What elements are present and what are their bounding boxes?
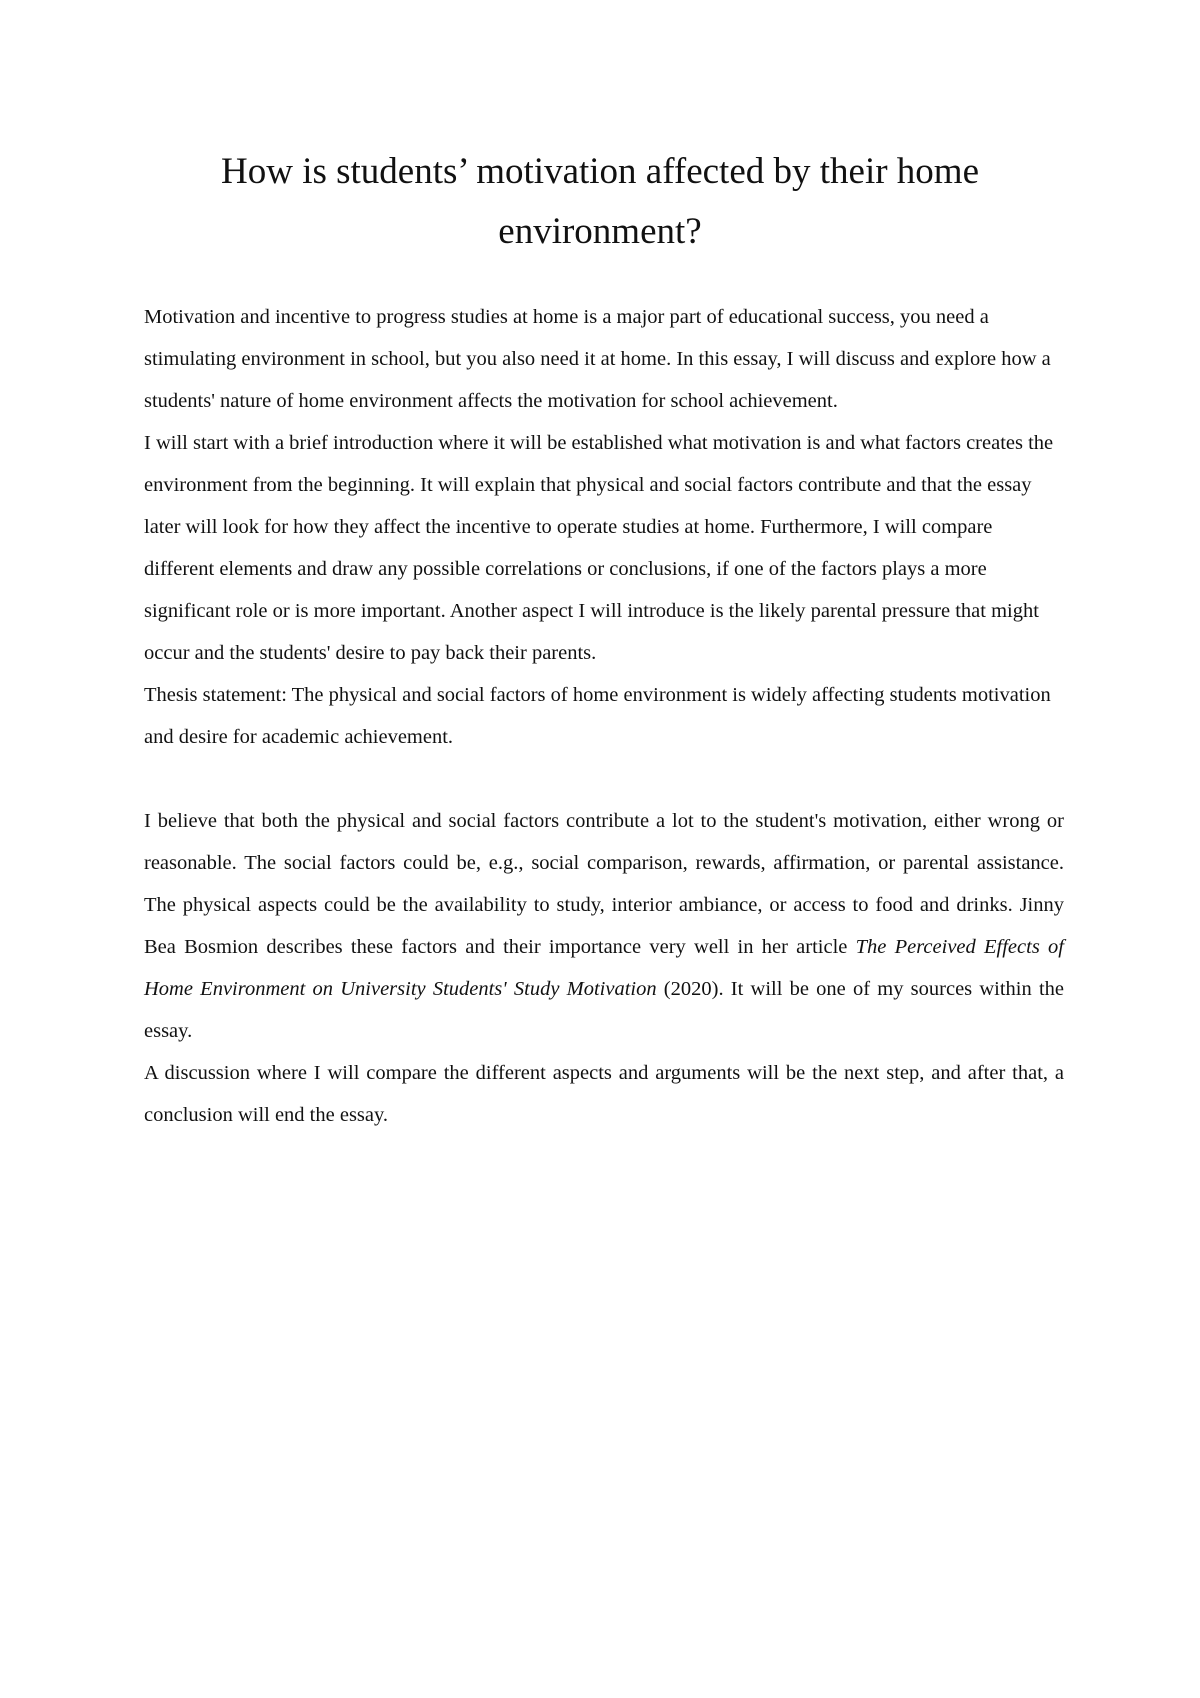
intro-paragraph-1: Motivation and incentive to progress studies at home is a major part of educational success, you need a stimulating environment in school, but you also need it at home. In this essay, I will discuss and explore how a students' nature of home environment affects the motivation for school achievement. <box>144 306 1051 412</box>
body-paragraph-1-citation: (2020). It will be one of my sources within the essay. <box>144 978 1065 1042</box>
document-body <box>144 296 1064 1136</box>
intro-paragraph-2: I will start with a brief introduction where it will be established what motivation is and what factors creates the environment from the beginning. It will explain that physical and social factors contribute and that the essay later will look for how they affect the incentive to operate studies at home. Furthermore, I will compare different elements and draw any possible correlations or conclusions, if one of the factors plays a more significant role or is more important. Another aspect I will introduce is the likely parental pressure that might occur and the students' desire to pay back their parents. <box>144 432 1054 664</box>
body-paragraph-2: A discussion where I will compare the different aspects and arguments will be the next step, and after that, a conclusion will end the essay. <box>144 1062 1064 1126</box>
document-title: How is students’ motivation affected by their home environment? <box>221 151 979 252</box>
paragraph-gap <box>144 758 1064 800</box>
body-paragraph-1-text: I believe that both the physical and social factors contribute a lot to the student's motivation, either wrong or reasonable. The social factors could be, e.g., social comparison, rewards, affirmation, or parental assistance. The physical aspects could be the availability to study, interior ambiance, or access to food and drinks. Jinny Bea Bosmion describes these factors and their importance very well in her article <box>144 810 1064 958</box>
thesis-statement: Thesis statement: The physical and social factors of home environment is widely affecting students motivation and desire for academic achievement. <box>144 684 1051 748</box>
article-title: The Perceived Effects of Home Environment on University Students' Study Motivation <box>144 936 1064 1000</box>
body-paragraph-1 <box>144 800 1064 1052</box>
